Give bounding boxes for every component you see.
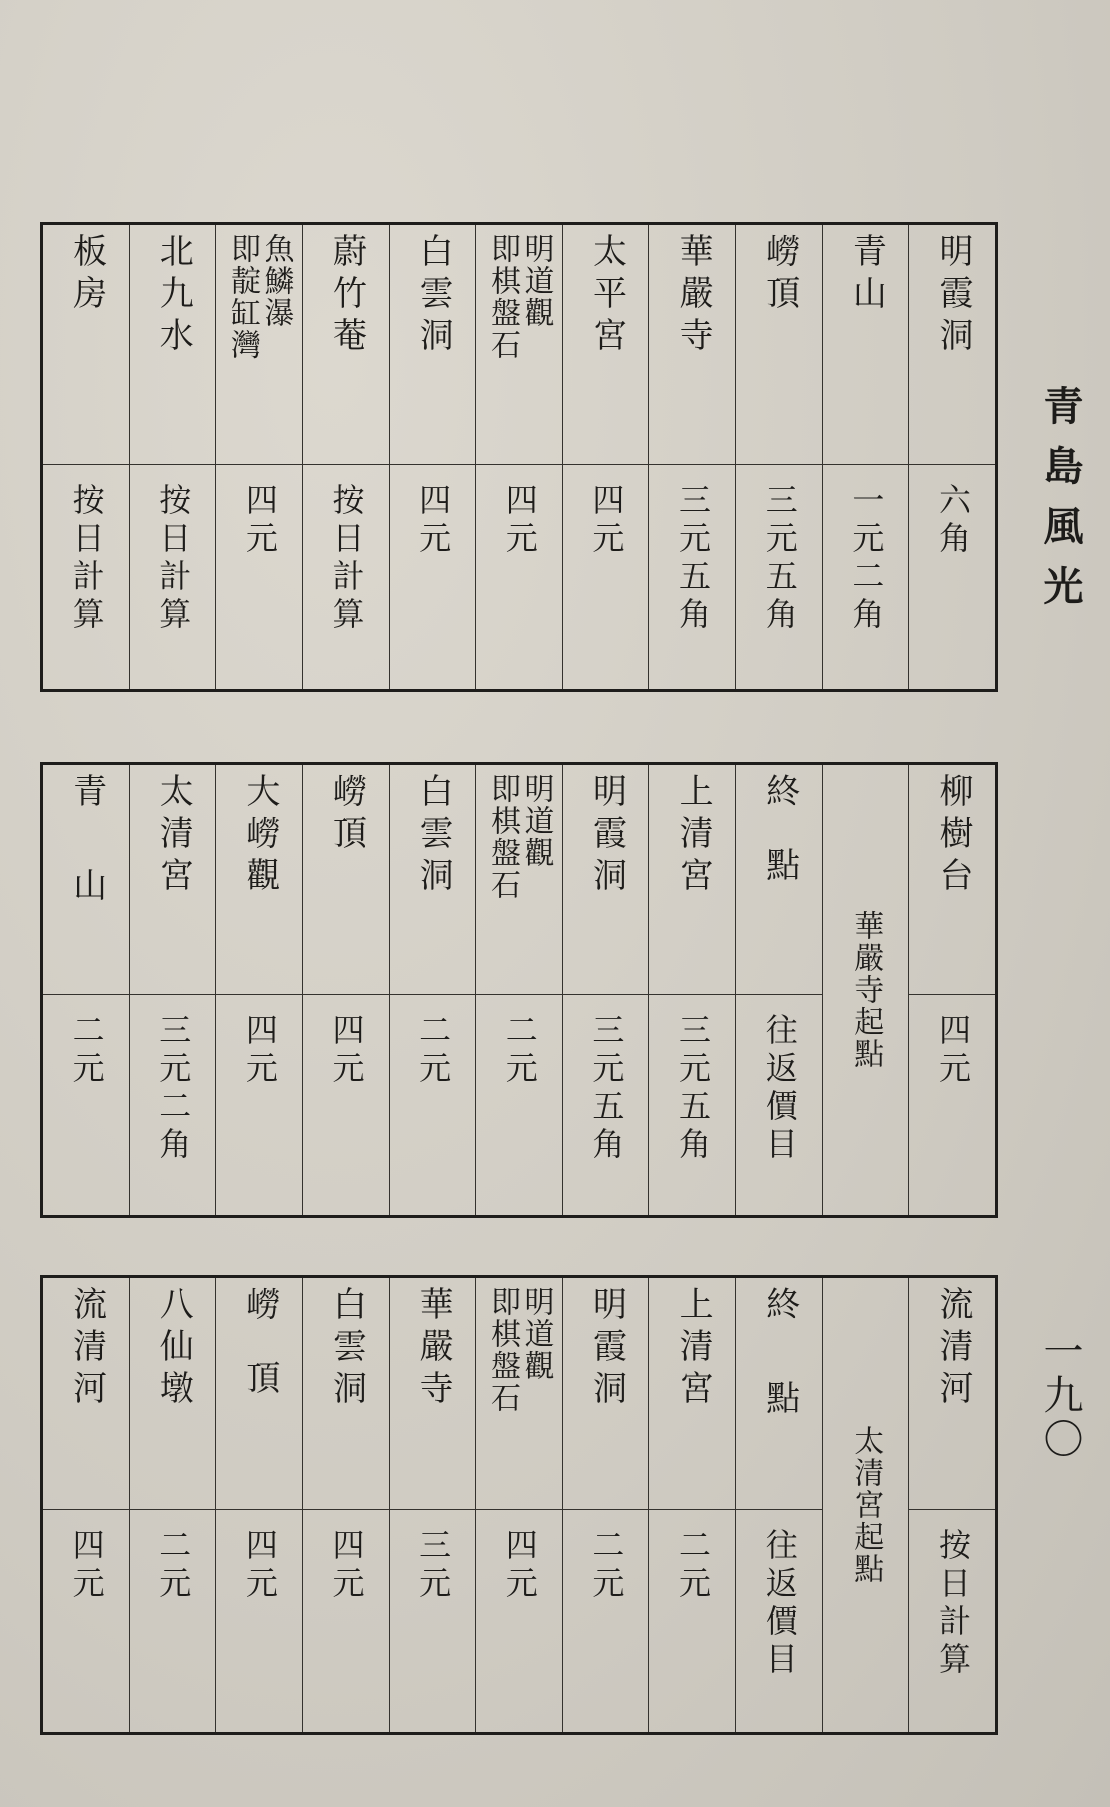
start-point-label: 太清宮起點 xyxy=(848,1425,884,1585)
running-title: 青島風光 xyxy=(1037,385,1084,625)
table-column xyxy=(475,765,562,1215)
table-column xyxy=(302,765,389,1215)
destination-name: 嶗頂 xyxy=(239,1286,280,1434)
table-column xyxy=(389,225,476,689)
table-column xyxy=(648,765,735,1215)
destination-name: 明霞洞 xyxy=(586,1286,627,1412)
fare-table-1 xyxy=(40,222,998,692)
destination-alias: 即靛缸灣 xyxy=(225,233,261,361)
fare-value: 三元二角 xyxy=(154,1013,193,1165)
destination-name: 明道觀 xyxy=(518,773,554,869)
table-column xyxy=(43,765,129,1215)
fare-value: 按日計算 xyxy=(67,483,106,635)
fare-value: 一元二角 xyxy=(847,483,886,635)
fare-value: 按日計算 xyxy=(327,483,366,635)
destination-name: 白雲洞 xyxy=(326,1286,367,1412)
fare-value: 二元 xyxy=(154,1528,193,1604)
fare-value: 四元 xyxy=(240,483,279,559)
fare-value: 二元 xyxy=(67,1013,106,1089)
table-column xyxy=(389,1278,476,1732)
table-column xyxy=(215,1278,302,1732)
table-column xyxy=(822,225,909,689)
table-column xyxy=(215,225,302,689)
table-column xyxy=(648,1278,735,1732)
fare-value: 四元 xyxy=(500,483,539,559)
table-column xyxy=(908,765,995,1215)
table-column xyxy=(43,1278,129,1732)
destination-alias: 即棋盤石 xyxy=(484,773,520,901)
fare-value: 三元五角 xyxy=(587,1013,626,1165)
table-column xyxy=(735,765,822,1215)
destination-name: 魚鱗瀑 xyxy=(258,233,294,329)
destination-name: 嶗頂 xyxy=(759,233,800,317)
table-column xyxy=(562,225,649,689)
destination-name: 流清河 xyxy=(66,1286,107,1412)
start-point-column xyxy=(822,765,909,1215)
destination-name: 流清河 xyxy=(933,1286,974,1412)
destination-alias: 即棋盤石 xyxy=(484,1286,520,1414)
fare-value: 三元五角 xyxy=(760,483,799,635)
fare-value: 四元 xyxy=(933,1013,972,1089)
table-column xyxy=(129,225,216,689)
table-column xyxy=(475,225,562,689)
fare-value: 四元 xyxy=(587,483,626,559)
destination-name: 明道觀 xyxy=(518,233,554,329)
end-point-header: 終點 xyxy=(759,773,800,921)
table-column xyxy=(389,765,476,1215)
fare-value: 四元 xyxy=(414,483,453,559)
destination-name: 華嚴寺 xyxy=(673,233,714,359)
destination-alias: 即棋盤石 xyxy=(484,233,520,361)
round-trip-fare-header: 往返價目 xyxy=(760,1528,799,1680)
fare-value: 四元 xyxy=(67,1528,106,1604)
fare-value: 三元 xyxy=(414,1528,453,1604)
destination-name: 太平宮 xyxy=(586,233,627,359)
table-column xyxy=(475,1278,562,1732)
fare-value: 二元 xyxy=(587,1528,626,1604)
destination-name: 白雲洞 xyxy=(413,233,454,359)
fare-table-2 xyxy=(40,762,998,1218)
table-column xyxy=(735,1278,822,1732)
start-point-label: 華嚴寺起點 xyxy=(848,910,884,1070)
start-point-column xyxy=(822,1278,909,1732)
fare-value: 四元 xyxy=(240,1013,279,1089)
table-column xyxy=(129,765,216,1215)
fare-value: 四元 xyxy=(327,1528,366,1604)
fare-value: 三元五角 xyxy=(674,1013,713,1165)
destination-name: 上清宮 xyxy=(673,1286,714,1412)
table-column xyxy=(908,225,995,689)
fare-value: 四元 xyxy=(500,1528,539,1604)
round-trip-fare-header: 往返價目 xyxy=(760,1013,799,1165)
destination-name: 華嚴寺 xyxy=(413,1286,454,1412)
table-column xyxy=(43,225,129,689)
table-column xyxy=(129,1278,216,1732)
fare-value: 按日計算 xyxy=(154,483,193,635)
destination-name: 板房 xyxy=(66,233,107,317)
destination-name: 太清宮 xyxy=(153,773,194,899)
destination-name: 大嶗觀 xyxy=(239,773,280,899)
destination-name: 白雲洞 xyxy=(413,773,454,899)
destination-name: 嶗頂 xyxy=(326,773,367,857)
table-column xyxy=(562,1278,649,1732)
fare-value: 按日計算 xyxy=(933,1528,972,1680)
destination-name: 青山 xyxy=(66,773,107,961)
fare-value: 二元 xyxy=(674,1528,713,1604)
end-point-header: 終點 xyxy=(759,1286,800,1474)
fare-table-3 xyxy=(40,1275,998,1735)
table-column xyxy=(302,225,389,689)
fare-value: 四元 xyxy=(240,1528,279,1604)
table-column xyxy=(908,1278,995,1732)
table-column xyxy=(735,225,822,689)
destination-name: 明道觀 xyxy=(518,1286,554,1382)
destination-name: 明霞洞 xyxy=(933,233,974,359)
destination-name: 北九水 xyxy=(153,233,194,359)
destination-name: 明霞洞 xyxy=(586,773,627,899)
fare-value: 六角 xyxy=(933,483,972,559)
table-column xyxy=(215,765,302,1215)
destination-name: 青山 xyxy=(846,233,887,317)
fare-value: 三元五角 xyxy=(674,483,713,635)
destination-name: 柳樹台 xyxy=(933,773,974,899)
destination-name: 八仙墩 xyxy=(153,1286,194,1412)
table-column xyxy=(562,765,649,1215)
page-number: 一九〇 xyxy=(1037,1330,1083,1462)
fare-value: 二元 xyxy=(414,1013,453,1089)
fare-value: 二元 xyxy=(500,1013,539,1089)
fare-value: 四元 xyxy=(327,1013,366,1089)
destination-name: 上清宮 xyxy=(673,773,714,899)
destination-name: 蔚竹菴 xyxy=(326,233,367,359)
table-column xyxy=(648,225,735,689)
table-column xyxy=(302,1278,389,1732)
